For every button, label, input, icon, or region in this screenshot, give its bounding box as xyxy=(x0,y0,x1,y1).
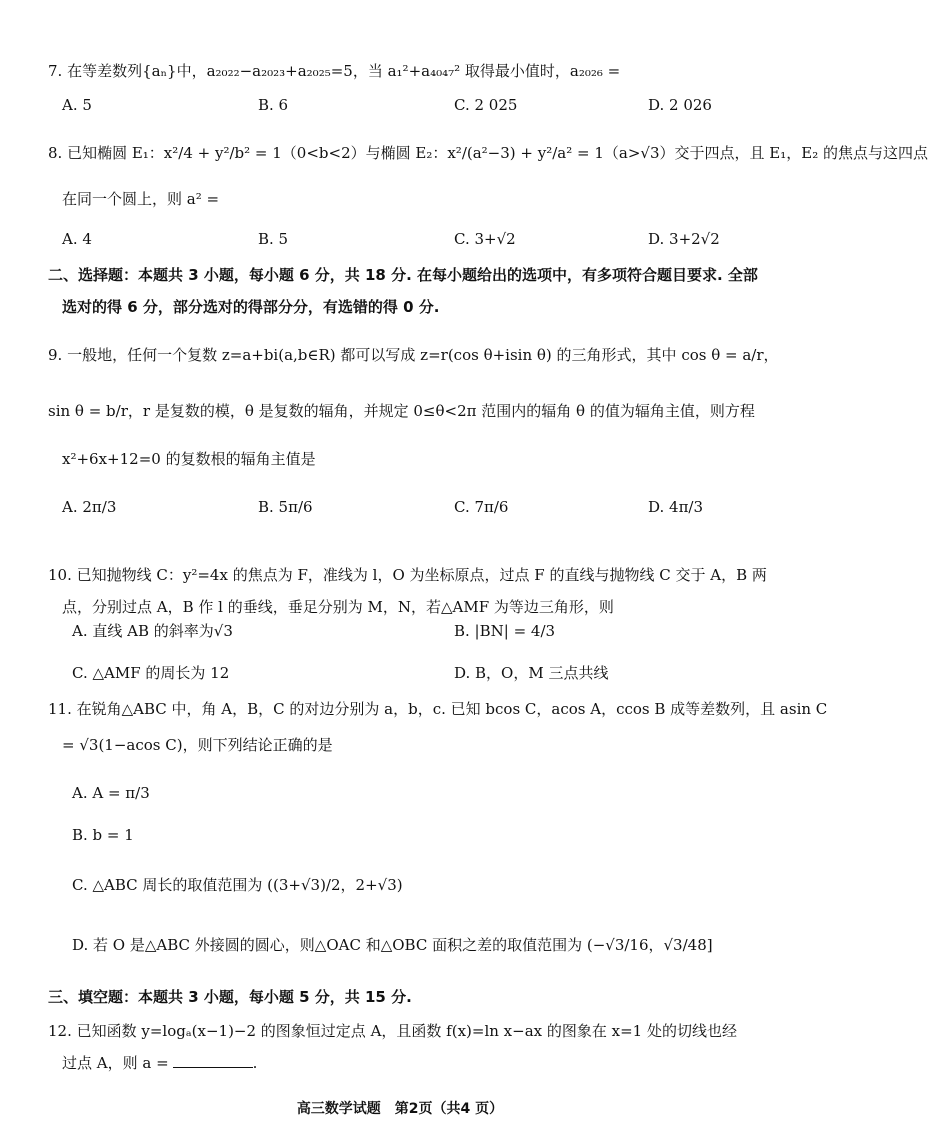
question-12-stem-line2: 过点 A，则 a = . xyxy=(62,1054,258,1072)
q9-option-a: A. 2π/3 xyxy=(62,498,117,516)
q8-option-d: D. 3+2√2 xyxy=(648,230,720,248)
q7-option-d: D. 2 026 xyxy=(648,96,712,114)
section-3-heading: 三、填空题：本题共 3 小题，每小题 5 分，共 15 分. xyxy=(48,988,412,1006)
q10-option-d: D. B，O，M 三点共线 xyxy=(454,664,609,682)
question-12-stem-text: 过点 A，则 a = xyxy=(62,1054,169,1072)
q9-option-c: C. 7π/6 xyxy=(454,498,509,516)
q9-option-b: B. 5π/6 xyxy=(258,498,313,516)
question-10-stem-line1: 10. 已知抛物线 C：y²=4x 的焦点为 F，准线为 l，O 为坐标原点，过点 F 的直线与抛物线 C 交于 A，B 两 xyxy=(48,566,767,584)
q9-option-d: D. 4π/3 xyxy=(648,498,704,516)
question-10-stem-line2: 点，分别过点 A，B 作 l 的垂线，垂足分别为 M，N，若△AMF 为等边三角形，则 xyxy=(62,598,614,616)
question-11-stem-line2: = √3(1−acos C)，则下列结论正确的是 xyxy=(62,736,333,754)
q10-option-c: C. △AMF 的周长为 12 xyxy=(72,664,230,682)
question-7-options xyxy=(62,88,762,122)
question-10-options-row1 xyxy=(62,614,762,648)
q8-option-b: B. 5 xyxy=(258,230,289,248)
question-8-stem-line1: 8. 已知椭圆 E₁：x²/4 + y²/b² = 1（0<b<2）与椭圆 E₂：x²/(a²−3) + y²/a² = 1（a>√3）交于四点，且 E₁，E₂ 的焦点与这四点 xyxy=(48,144,928,162)
q10-option-a: A. 直线 AB 的斜率为√3 xyxy=(72,622,233,640)
answer-blank xyxy=(173,1067,253,1068)
question-9-options xyxy=(62,490,762,524)
q11-option-c: C. △ABC 周长的取值范围为 ((3+√3)/2，2+√3) xyxy=(72,876,403,894)
q11-option-a: A. A = π/3 xyxy=(72,784,150,802)
section-2-heading-line2: 选对的得 6 分，部分选对的得部分分，有选错的得 0 分. xyxy=(62,298,440,316)
q8-option-c: C. 3+√2 xyxy=(454,230,516,248)
q11-option-b: B. b = 1 xyxy=(72,826,134,844)
q10-option-b: B. |BN| = 4/3 xyxy=(454,622,556,640)
q8-option-a: A. 4 xyxy=(62,230,92,248)
page-footer: 高三数学试题 第2页（共4 页） xyxy=(296,1101,504,1117)
q11-option-d: D. 若 O 是△ABC 外接圆的圆心，则△OAC 和△OBC 面积之差的取值范围为 (−√3/16，√3/48] xyxy=(72,936,713,954)
question-8-options xyxy=(62,222,762,256)
question-12-stem-line1: 12. 已知函数 y=logₐ(x−1)−2 的图象恒过定点 A，且函数 f(x)=ln x−ax 的图象在 x=1 处的切线也经 xyxy=(48,1022,737,1040)
section-2-heading-line1: 二、选择题：本题共 3 小题，每小题 6 分，共 18 分. 在每小题给出的选项中，有多项符合题目要求. 全部 xyxy=(48,266,758,284)
question-9-stem-line2: sin θ = b/r，r 是复数的模，θ 是复数的辐角，并规定 0≤θ<2π 范围内的辐角 θ 的值为辐角主值，则方程 xyxy=(48,402,755,420)
q7-option-c: C. 2 025 xyxy=(454,96,518,114)
question-11-stem-line1: 11. 在锐角△ABC 中，角 A，B，C 的对边分别为 a，b，c. 已知 bcos C，acos A，ccos B 成等差数列，且 asin C xyxy=(48,700,828,718)
q7-option-a: A. 5 xyxy=(62,96,92,114)
question-9-stem-line3: x²+6x+12=0 的复数根的辐角主值是 xyxy=(62,450,316,468)
question-9-stem-line1: 9. 一般地，任何一个复数 z=a+bi(a,b∈R) 都可以写成 z=r(cos θ+isin θ) 的三角形式，其中 cos θ = a/r， xyxy=(48,346,779,364)
q7-option-b: B. 6 xyxy=(258,96,289,114)
question-10-options-row2 xyxy=(62,656,762,690)
question-8-stem-line2: 在同一个圆上，则 a² = xyxy=(62,190,220,208)
question-7-stem: 7. 在等差数列{aₙ}中，a₂₀₂₂−a₂₀₂₃+a₂₀₂₅=5，当 a₁²+a₄₀₄₇² 取得最小值时，a₂₀₂₆ = xyxy=(48,62,621,80)
